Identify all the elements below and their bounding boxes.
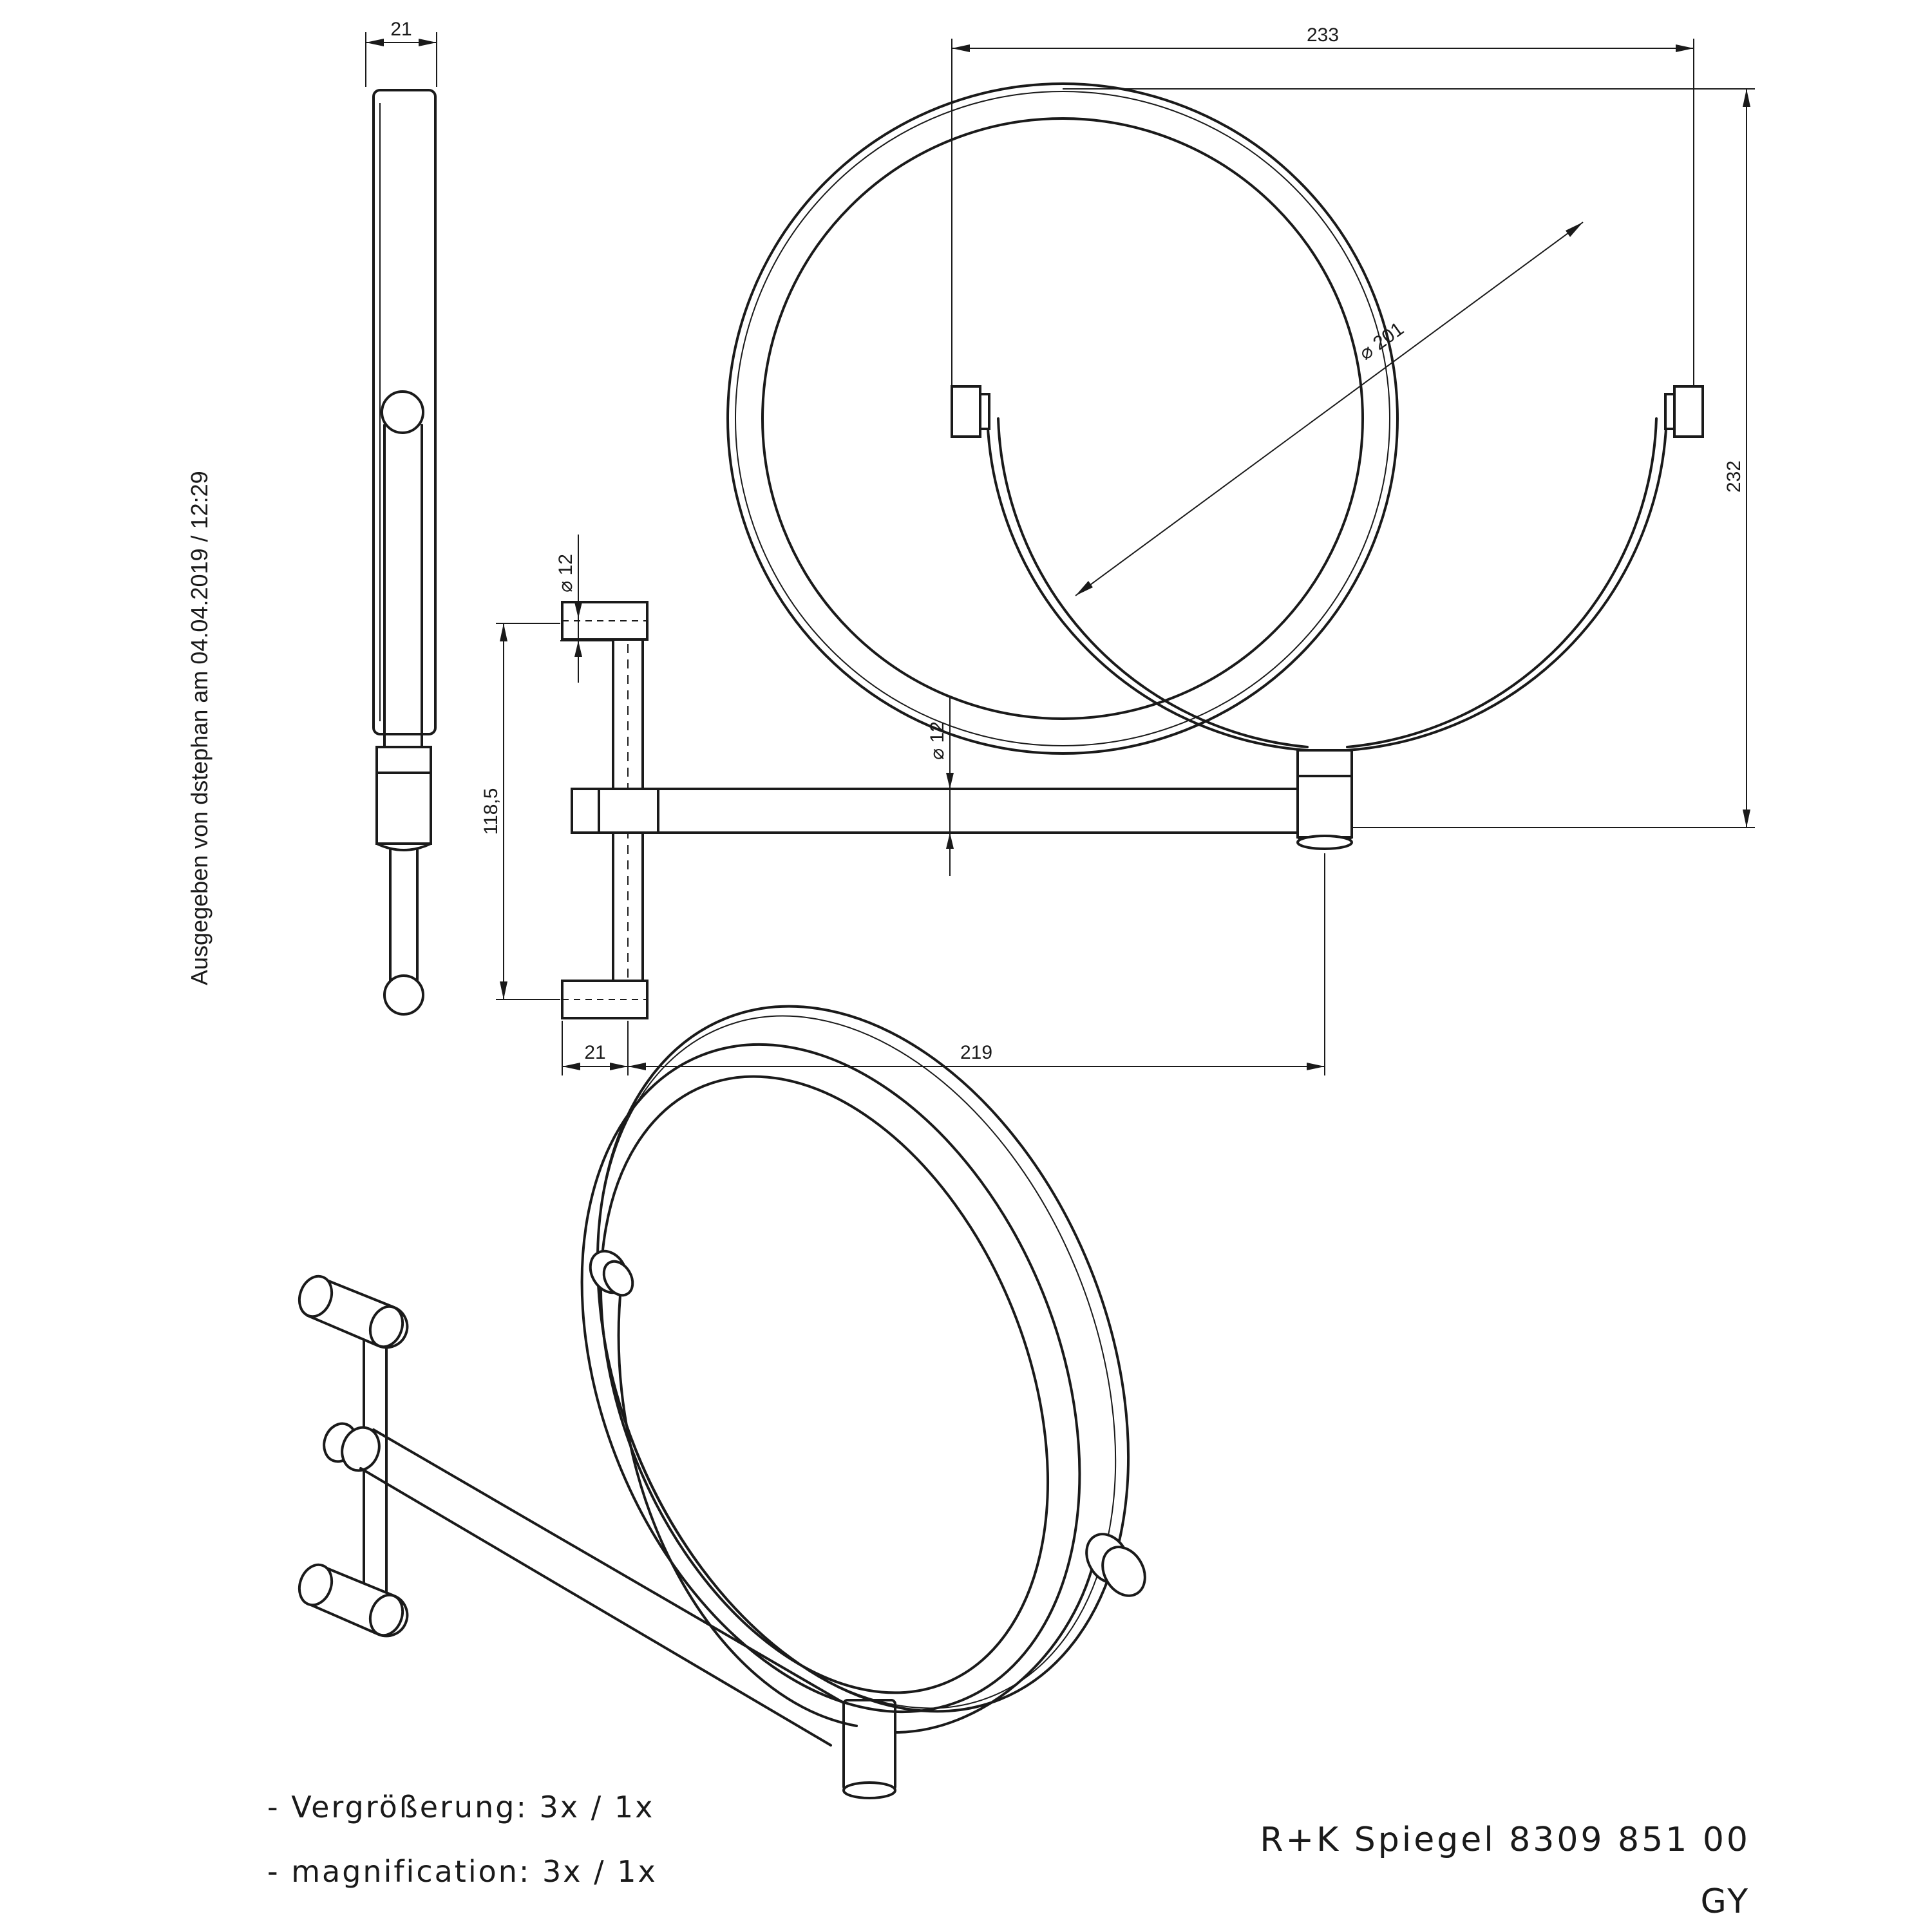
side-view	[374, 90, 435, 1014]
side-width-label: 21	[390, 19, 412, 40]
pivot-washer-right	[1665, 394, 1674, 429]
mirror-diameter-label: ⌀ 201	[1355, 318, 1408, 365]
iso-mirror-glass	[516, 1010, 1133, 1759]
dim-overall-height	[1063, 89, 1755, 828]
note-magnification-en: - magnification: 3x / 1x	[267, 1854, 658, 1889]
note-magnification-de: - Vergrößerung: 3x / 1x	[267, 1790, 655, 1824]
side-joint	[377, 773, 431, 844]
pivot-knob-right	[1674, 386, 1703, 437]
iso-yoke-right	[895, 1558, 1095, 1732]
issued-note: Ausgegeben von dstephan am 04.04.2019 / 12:29	[186, 471, 213, 985]
center-hub-cap	[572, 789, 599, 833]
mirror-joint-top	[1298, 750, 1352, 776]
overall-height-label: 232	[1723, 460, 1745, 493]
side-foot	[384, 976, 423, 1014]
dim-base-and-arm	[562, 853, 1325, 1075]
arm-length-label: 219	[960, 1042, 993, 1063]
dim-bracket-height	[480, 623, 560, 999]
yoke-arc-left	[987, 412, 1307, 750]
dim-arm-diameter	[927, 696, 954, 876]
isometric-view	[294, 927, 1227, 1798]
drawing-title: R+K Spiegel 8309 851 00	[1260, 1821, 1750, 1859]
drawing-code: GY	[1700, 1882, 1750, 1921]
front-mirror	[728, 84, 1703, 753]
mirror-joint	[1298, 776, 1352, 837]
iso-yoke-left	[619, 1282, 857, 1726]
mirror-outer-rim	[728, 84, 1397, 753]
bracket-height-label: 118,5	[480, 788, 502, 835]
mirror-glass	[762, 118, 1363, 719]
base-depth-label: 21	[584, 1042, 606, 1063]
center-hub	[599, 789, 658, 833]
top-tube-diameter-label: ⌀ 12	[555, 554, 576, 592]
iso-mirror-rim	[489, 970, 1173, 1786]
pivot-washer-left	[980, 394, 989, 429]
arm-diameter-label: ⌀ 12	[927, 721, 948, 760]
dim-overall-width	[952, 24, 1694, 386]
side-joint-top	[377, 747, 431, 773]
pivot-knob-left	[952, 386, 980, 437]
iso-mirror-joint	[844, 1700, 895, 1790]
side-pivot-knob	[382, 392, 423, 433]
yoke-arc-left-inner	[998, 419, 1307, 747]
mirror-rim-line	[735, 91, 1390, 746]
overall-width-label: 233	[1306, 24, 1340, 46]
iso-arm-top	[374, 1430, 850, 1707]
dim-side-width	[366, 19, 437, 87]
iso-arm-bottom	[361, 1468, 831, 1745]
